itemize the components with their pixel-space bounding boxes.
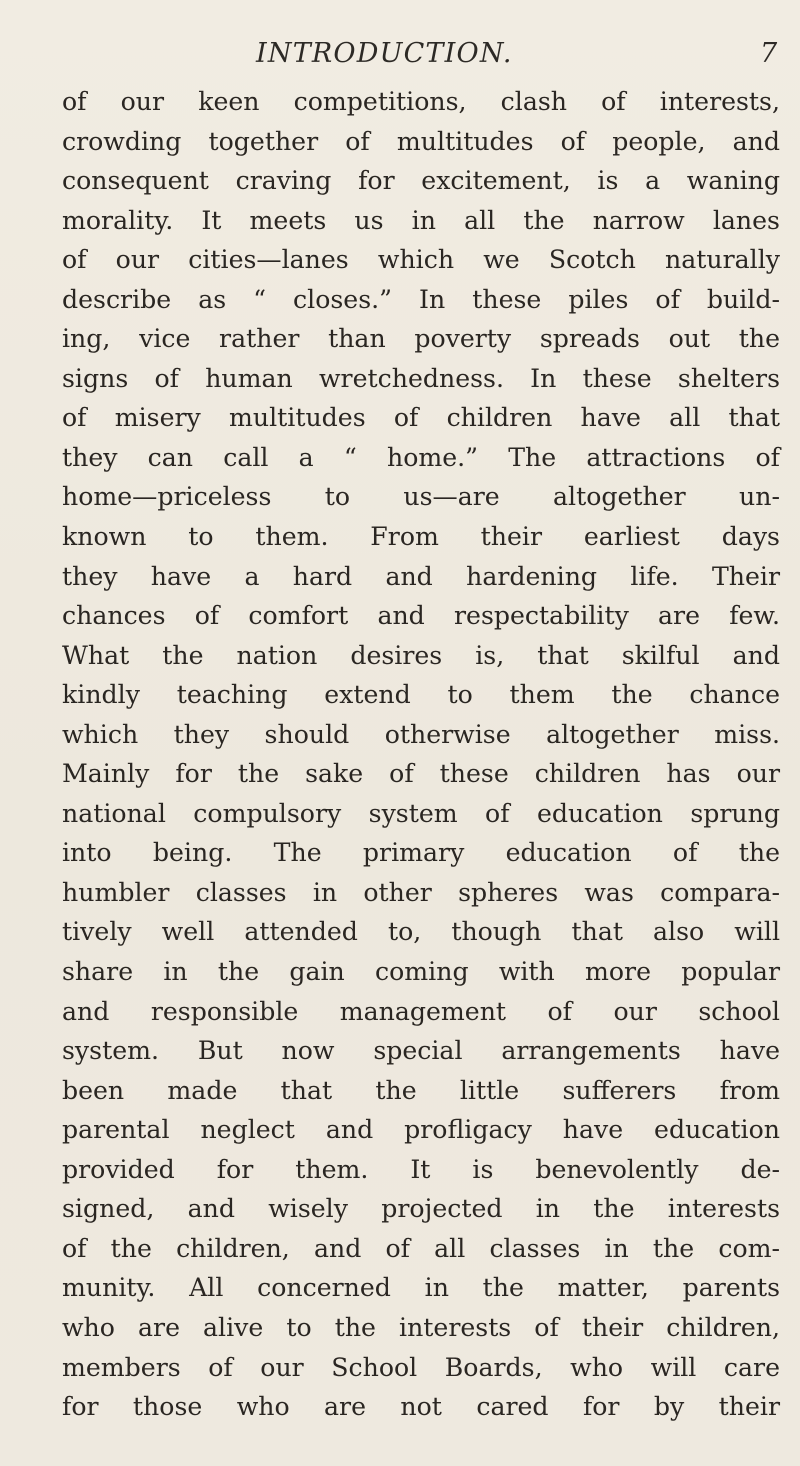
text-line: of the children, and of all classes in the com- [62,1233,780,1263]
text-line: for those who are not cared for by their [62,1392,780,1422]
text-line: which they should otherwise altogether miss. [62,719,780,749]
text-line: into being. The primary education of the [62,838,780,868]
text-line: signed, and wisely projected in the interests [62,1194,780,1224]
text-line: morality. It meets us in all the narrow lanes [62,205,780,235]
text-line: they can call a “ home.” The attractions of [62,442,780,472]
text-line: system. But now special arrangements have [62,1036,780,1066]
page-number: 7 [760,38,778,69]
text-line: signs of human wretchedness. In these shelters [62,363,780,393]
text-line: ing, vice rather than poverty spreads out the [62,324,780,354]
text-line: home—priceless to us—are altogether un- [62,482,780,512]
text-line: of our cities—lanes which we Scotch naturally [62,245,780,275]
text-line: and responsible management of our school [62,996,780,1026]
running-title: INTRODUCTION. [256,38,513,69]
text-line: consequent craving for excitement, is a waning [62,166,780,196]
text-line: tively well attended to, though that also will [62,917,780,947]
text-line: members of our School Boards, who will care [62,1352,780,1382]
text-line: they have a hard and hardening life. Their [62,561,780,591]
text-line: of our keen competitions, clash of interests, [62,87,780,116]
text-line: chances of comfort and respectability are few. [62,601,780,631]
text-line: kindly teaching extend to them the chance [62,680,780,710]
text-line: who are alive to the interests of their children, [62,1312,780,1342]
text-line: provided for them. It is benevolently de- [62,1154,780,1184]
text-line: share in the gain coming with more popular [62,957,780,987]
text-line: What the nation desires is, that skilful and [62,640,780,670]
text-line: munity. All concerned in the matter, parents [62,1273,780,1303]
text-line: crowding together of multitudes of people, and [62,126,780,156]
text-line: been made that the little sufferers from [62,1075,780,1105]
text-line: describe as “ closes.” In these piles of build- [62,284,780,314]
text-line: national compulsory system of education sprung [62,798,780,828]
text-line: parental neglect and profligacy have education [62,1115,780,1145]
text-line: known to them. From their earliest days [62,522,780,552]
text-line: of misery multitudes of children have all that [62,403,780,433]
running-head [0,30,800,70]
body-text [62,82,780,1427]
text-line: humbler classes in other spheres was compara- [62,877,780,907]
text-line: Mainly for the sake of these children has our [62,759,780,789]
